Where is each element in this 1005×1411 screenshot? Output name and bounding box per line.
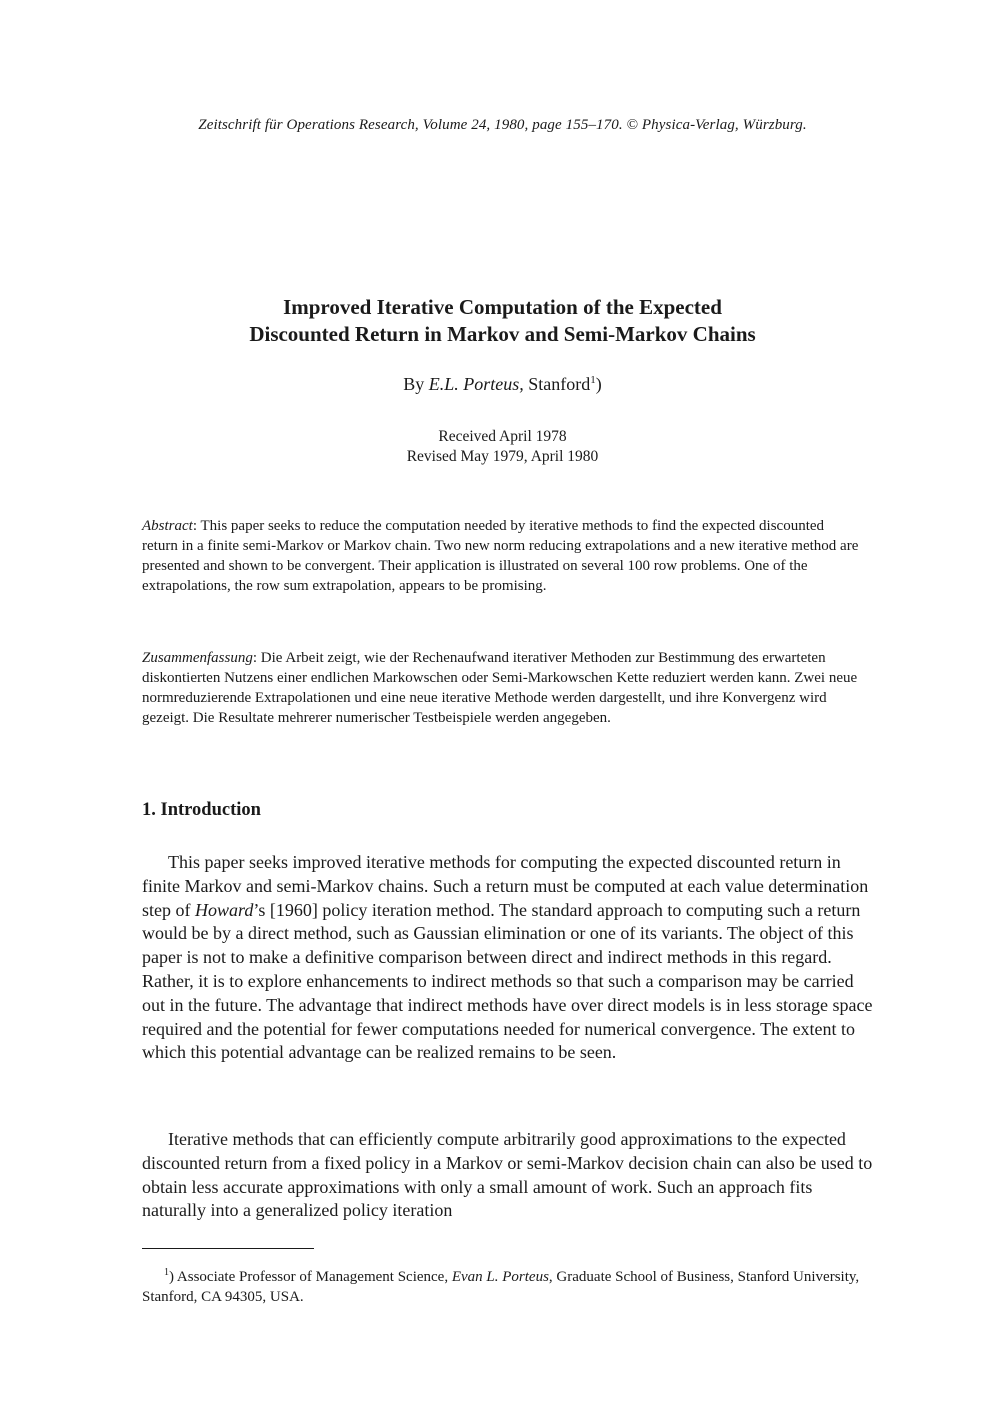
revised-date: Revised May 1979, April 1980 [406,448,599,465]
title-line-1: Improved Iterative Computation of the Expected [283,295,722,319]
section-heading-introduction: 1. Introduction [142,800,261,820]
abstract-label: Abstract [142,518,193,534]
author-name: E.L. Porteus, [428,374,524,394]
footnote [142,1263,872,1307]
paragraph1-after: ’s [1960] policy iteration method. The standard approach to computing such a return would be by a direct method, such as Gaussian elimination or one of its variants. The object of this paper is not to make a definitive comparison between direct and indirect methods in this regard. Rather, it is to explore enhancements to indirect methods so that such a comparison may be carried out in the future. The advantage that indirect methods have over direct models is in less storage space required and the potential for fewer computations needed for numerical convergence. The extent to which this potential advantage can be realized remains to be seen. [142,899,873,1063]
title-line-2: Discounted Return in Markov and Semi-Markov Chains [249,322,756,346]
cited-author-howard: Howard [195,899,254,920]
zusammenfassung-text: : Die Arbeit zeigt, wie der Rechenaufwand iterativer Methoden zur Bestimmung des erwarteten diskontierten Nutzens einer endlichen Markowschen oder Semi-Markowschen Kette reduziert werden kann. Zwei neue normreduzierende Extrapolationen und eine neue iterative Methode werden dargestellt, und ihre Konvergenz wird gezeigt. Die Resultate mehrerer numerischer Testbeispiele werden angegeben. [142,650,858,726]
paper-title [0,294,1005,348]
paragraph1-before: This paper seeks improved iterative methods for computing the expected discounted return in finite Markov and semi-Markov chains. Such a return must be computed at each value determination step of [142,852,869,920]
submission-dates [0,427,1005,467]
author-affiliation: Stanford [523,374,591,394]
footnote-intro: ) Associate Professor of Management Science, [169,1269,452,1285]
footnote-divider [142,1248,314,1249]
byline-close: ) [595,374,602,394]
footnote-rest: , Graduate School of Business, Stanford University, Stanford, CA 94305, USA. [142,1269,860,1305]
footnote-mark: 1 [590,374,596,386]
footnote-author-name: Evan L. Porteus [451,1269,549,1285]
abstract [142,516,862,596]
footnote-number: 1 [164,1267,169,1278]
byline-prefix: By [403,374,429,394]
zusammenfassung [142,648,862,728]
author-byline [0,374,1005,395]
intro-paragraph-1 [142,851,877,1065]
intro-paragraph-2: Iterative methods that can efficiently compute arbitrarily good approximations to the expected discounted return from a fixed policy in a Markov or semi-Markov decision chain can also be used to obtain less accurate approximations with only a small amount of work. Such an approach fits naturally into a generalized policy iteration [142,1129,873,1221]
abstract-text: : This paper seeks to reduce the computation needed by iterative methods to find the expected discounted return in a finite semi-Markov or Markov chain. Two new norm reducing extrapolations and a new iterative method are presented and shown to be convergent. Their application is illustrated on several 100 row problems. One of the extrapolations, the row sum extrapolation, appears to be promising. [142,518,859,594]
received-date: Received April 1978 [438,428,567,445]
journal-citation: Zeitschrift für Operations Research, Volume 24, 1980, page 155–170. © Physica-Verlag, Würzburg. [198,117,807,133]
zusammenfassung-label: Zusammenfassung [142,650,253,666]
